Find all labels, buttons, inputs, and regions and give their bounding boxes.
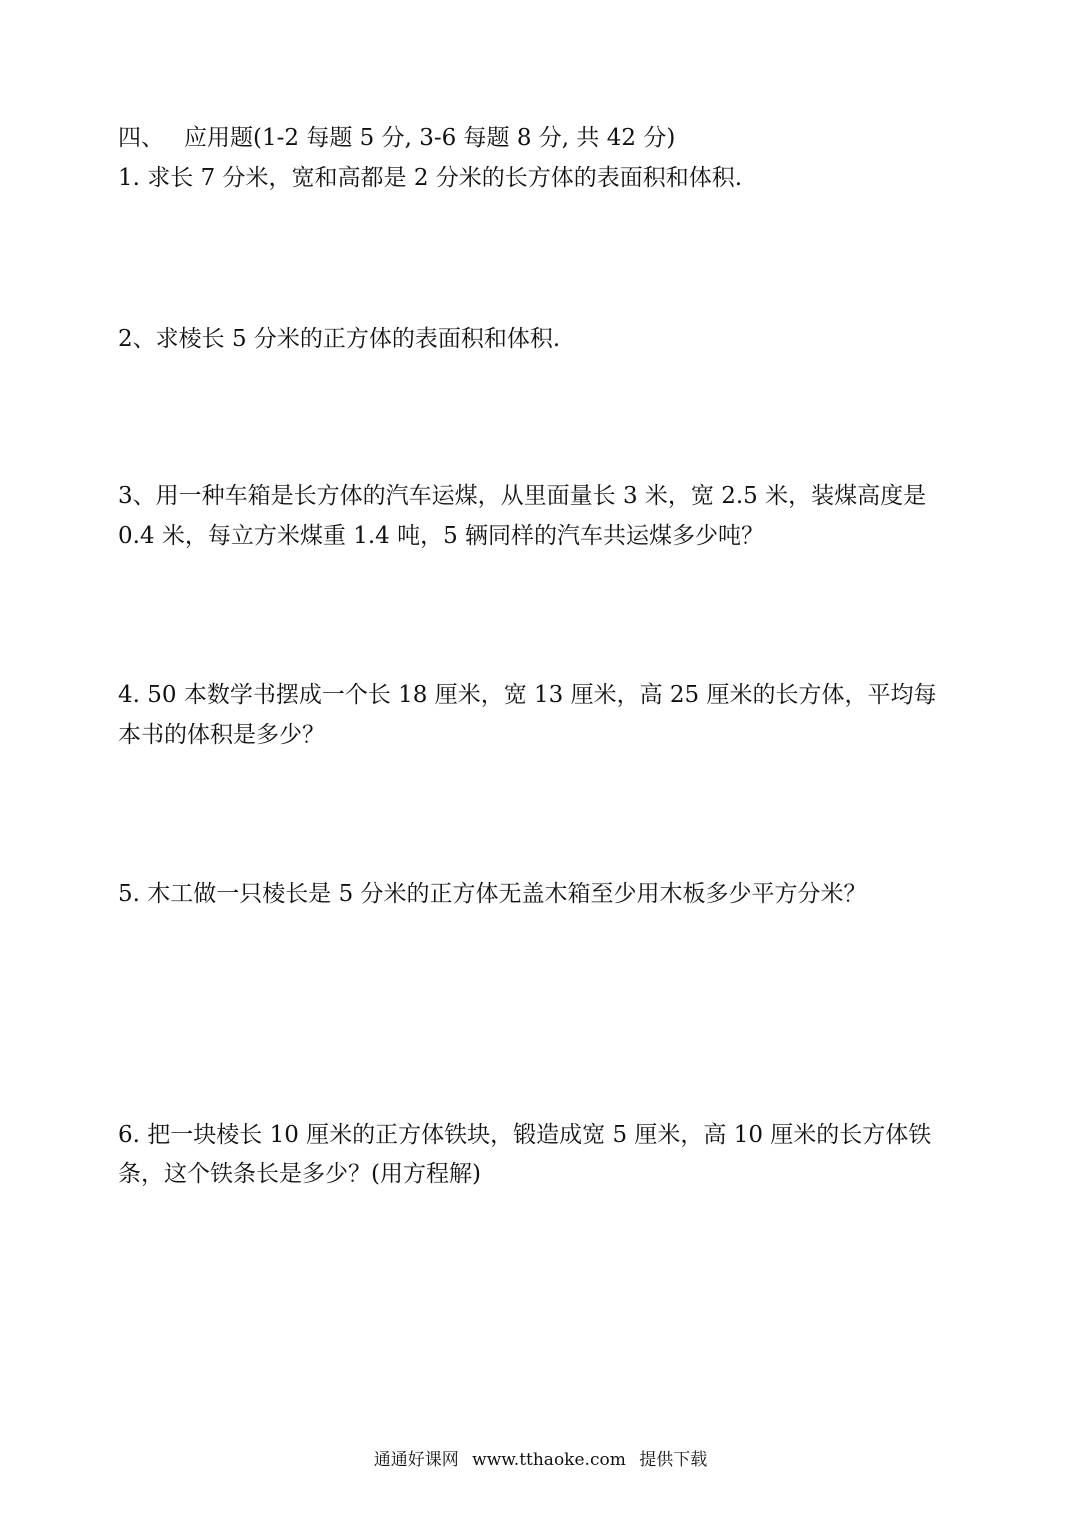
question-2-line-1: 2、求棱长 5 分米的正方体的表面积和体积. — [118, 326, 561, 352]
question-1-line-1: 1. 求长 7 分米，宽和高都是 2 分米的长方体的表面积和体积. — [118, 165, 743, 191]
question-3-line-1: 3、用一种车箱是长方体的汽车运煤，从里面量长 3 米，宽 2.5 米，装煤高度是 — [118, 483, 927, 509]
section-title: 应用题(1-2 每题 5 分, 3-6 每题 8 分, 共 42 分) — [184, 125, 676, 151]
page-footer — [0, 1449, 1081, 1471]
section-heading — [118, 123, 978, 153]
footer-note: 提供下载 — [639, 1450, 708, 1470]
footer-url: www.tthaoke.com — [472, 1450, 626, 1470]
section-number: 四、 — [118, 125, 164, 151]
footer-site-name: 通通好课网 — [373, 1450, 459, 1470]
question-6-line-2: 条，这个铁条长是多少？(用方程解) — [118, 1161, 481, 1187]
question-4-line-1: 4. 50 本数学书摆成一个长 18 厘米，宽 13 厘米，高 25 厘米的长方体，平均每 — [118, 682, 937, 708]
question-6-line-1: 6. 把一块棱长 10 厘米的正方体铁块，锻造成宽 5 厘米，高 10 厘米的长方体铁 — [118, 1122, 932, 1148]
question-4-line-2: 本书的体积是多少？ — [118, 722, 325, 748]
question-5-line-1: 5. 木工做一只棱长是 5 分米的正方体无盖木箱至少用木板多少平方分米？ — [118, 881, 867, 907]
question-3-line-2: 0.4 米，每立方米煤重 1.4 吨，5 辆同样的汽车共运煤多少吨？ — [118, 523, 765, 549]
